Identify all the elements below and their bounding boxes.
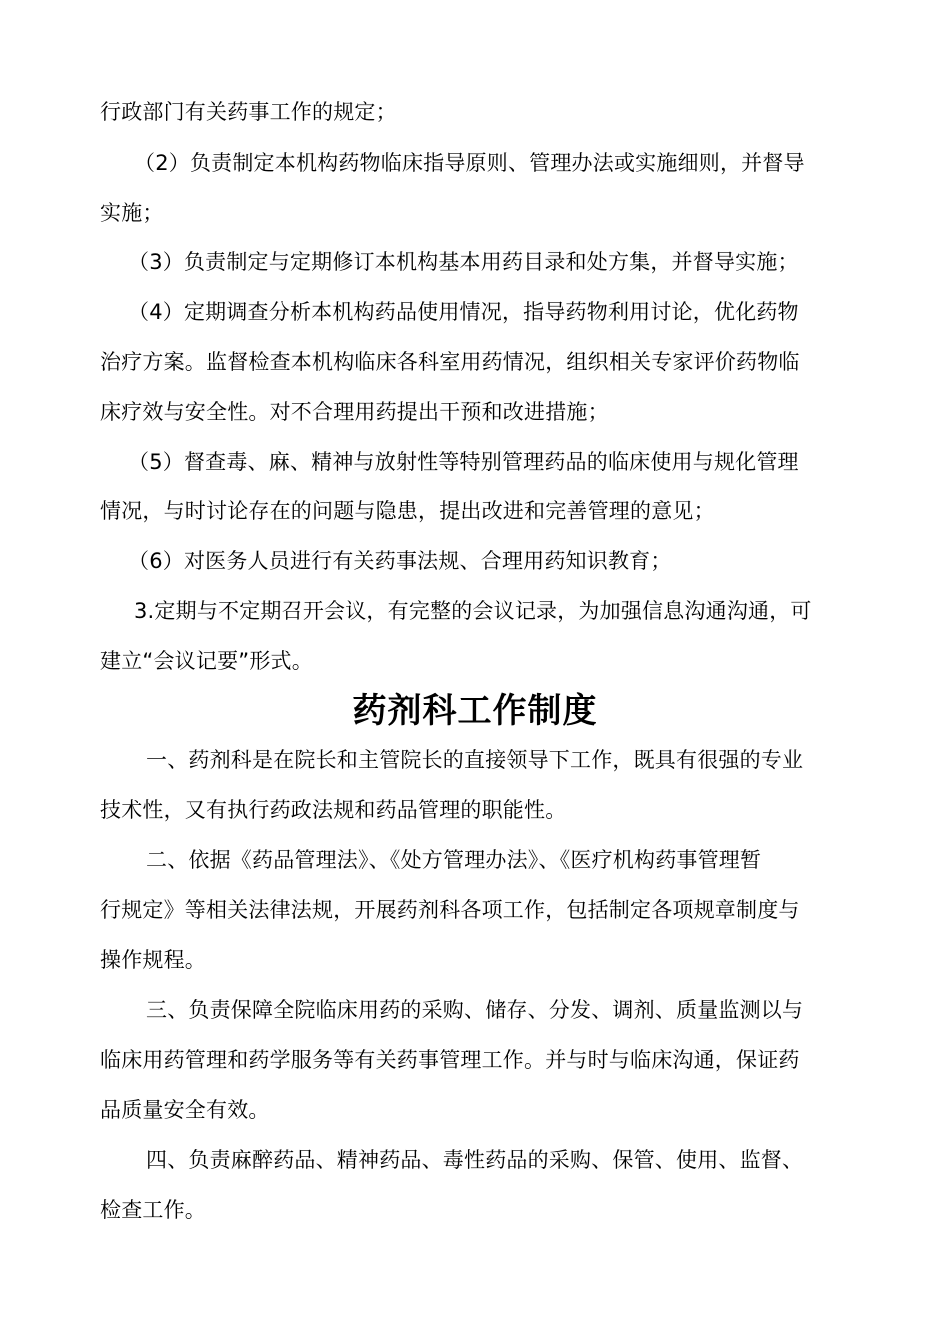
text-line: 检查工作。 (100, 1198, 206, 1222)
text-line: 床疗效与安全性。对不合理用药提出干预和改进措施； (100, 400, 609, 424)
text-line: 临床用药管理和药学服务等有关药事管理工作。并与时与临床沟通，保证药 (100, 1048, 800, 1072)
text-line: 操作规程。 (100, 948, 206, 972)
text-line: （3）负责制定与定期修订本机构基本用药目录和处方集，并督导实施； (128, 250, 799, 274)
text-line: 治疗方案。监督检查本机构临床各科室用药情况，组织相关专家评价药物临 (100, 350, 800, 374)
text-line: 品质量安全有效。 (100, 1098, 270, 1122)
text-line: 行政部门有关药事工作的规定； (100, 100, 397, 124)
text-line: （2）负责制定本机构药物临床指导原则、管理办法或实施细则，并督导 (134, 151, 805, 175)
text-line: 四、负责麻醉药品、精神药品、毒性药品的采购、保管、使用、监督、 (146, 1148, 804, 1172)
text-line: （5）督查毒、麻、精神与放射性等特别管理药品的临床使用与规化管理 (128, 450, 799, 474)
text-line: （6）对医务人员进行有关药事法规、合理用药知识教育； (128, 549, 672, 573)
text-line: 三、负责保障全院临床用药的采购、储存、分发、调剂、质量监测以与 (146, 998, 804, 1022)
text-line: 建立“会议记要”形式。 (100, 649, 313, 673)
text-line: 一、药剂科是在院长和主管院长的直接领导下工作，既具有很强的专业 (146, 748, 804, 772)
section-title: 药剂科工作制度 (352, 691, 598, 731)
text-line: 实施； (100, 201, 164, 225)
text-line: 情况，与时讨论存在的问题与隐患，提出改进和完善管理的意见； (100, 499, 715, 523)
text-line: 技术性，又有执行药政法规和药品管理的职能性。 (100, 798, 567, 822)
text-line: 行规定》等相关法律法规，开展药剂科各项工作，包括制定各项规章制度与 (100, 898, 800, 922)
text-line: （4）定期调查分析本机构药品使用情况，指导药物利用讨论，优化药物 (128, 300, 799, 324)
text-line: 二、依据《药品管理法》、《处方管理办法》、《医疗机构药事管理暂 (146, 848, 762, 872)
text-line: 3.定期与不定期召开会议，有完整的会议记录，为加强信息沟通沟通，可 (134, 599, 812, 623)
